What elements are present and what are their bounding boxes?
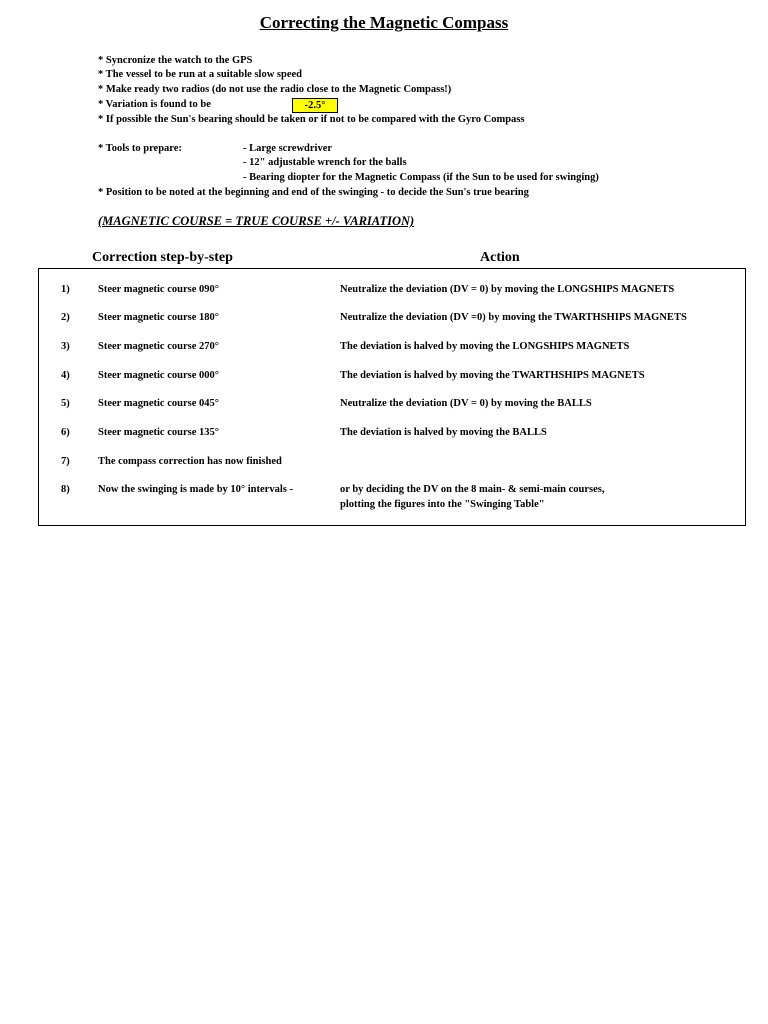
step-number: 7) xyxy=(61,456,70,467)
step-instruction: Steer magnetic course 045° xyxy=(98,398,219,409)
step-instruction: Steer magnetic course 270° xyxy=(98,341,219,352)
note-sync: * Syncronize the watch to the GPS xyxy=(98,55,253,66)
tool-item: - Bearing diopter for the Magnetic Compass (if the Sun to be used for swinging) xyxy=(243,172,599,183)
step-action: The deviation is halved by moving the LONGSHIPS MAGNETS xyxy=(340,341,630,352)
tool-item: - Large screwdriver xyxy=(243,143,333,154)
step-number: 5) xyxy=(61,398,70,409)
step-number: 1) xyxy=(61,284,70,295)
step-instruction: Now the swinging is made by 10° intervals - xyxy=(98,484,293,495)
step-number: 6) xyxy=(61,427,70,438)
step-number: 3) xyxy=(61,341,70,352)
step-action-continued: plotting the figures into the "Swinging Table" xyxy=(340,499,545,510)
step-action: The deviation is halved by moving the TWARTHSHIPS MAGNETS xyxy=(340,370,645,381)
step-number: 2) xyxy=(61,312,70,323)
step-action: Neutralize the deviation (DV =0) by moving the TWARTHSHIPS MAGNETS xyxy=(340,312,687,323)
step-instruction: Steer magnetic course 090° xyxy=(98,284,219,295)
note-speed: * The vessel to be run at a suitable slow speed xyxy=(98,69,302,80)
step-action: or by deciding the DV on the 8 main- & semi-main courses, xyxy=(340,484,605,495)
step-number: 8) xyxy=(61,484,70,495)
variation-value-cell[interactable]: -2.5° xyxy=(292,98,338,113)
step-action: Neutralize the deviation (DV = 0) by moving the LONGSHIPS MAGNETS xyxy=(340,284,675,295)
step-instruction: Steer magnetic course 135° xyxy=(98,427,219,438)
step-number: 4) xyxy=(61,370,70,381)
step-action: The deviation is halved by moving the BALLS xyxy=(340,427,547,438)
step-instruction: Steer magnetic course 000° xyxy=(98,370,219,381)
action-column-header: Action xyxy=(480,250,520,265)
step-action: Neutralize the deviation (DV = 0) by moving the BALLS xyxy=(340,398,592,409)
note-tools-label: * Tools to prepare: xyxy=(98,143,182,154)
note-sun: * If possible the Sun's bearing should be taken or if not to be compared with the Gyro Compass xyxy=(98,114,525,125)
tool-item: - 12" adjustable wrench for the balls xyxy=(243,157,407,168)
steps-column-header: Correction step-by-step xyxy=(92,250,233,265)
note-position: * Position to be noted at the beginning and end of the swinging - to decide the Sun's true bearing xyxy=(98,187,529,198)
note-variation-label: * Variation is found to be xyxy=(98,99,211,110)
step-instruction: Steer magnetic course 180° xyxy=(98,312,219,323)
note-radios: * Make ready two radios (do not use the radio close to the Magnetic Compass!) xyxy=(98,84,452,95)
formula: (MAGNETIC COURSE = TRUE COURSE +/- VARIATION) xyxy=(98,214,415,228)
page-title: Correcting the Magnetic Compass xyxy=(259,13,509,32)
step-instruction: The compass correction has now finished xyxy=(98,456,282,467)
